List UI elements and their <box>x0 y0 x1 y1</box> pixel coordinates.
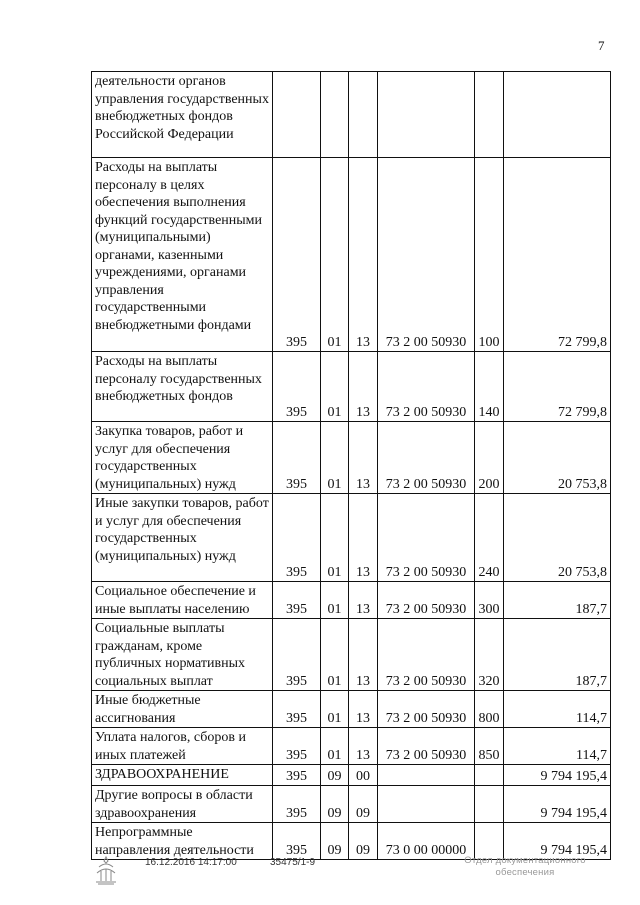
row-name: ЗДРАВООХРАНЕНИЕ <box>92 765 273 786</box>
table-row <box>92 728 611 765</box>
section-code: 01 <box>321 422 349 494</box>
section-code: 01 <box>321 691 349 728</box>
subsection-code: 09 <box>349 786 378 823</box>
subsection-code: 00 <box>349 765 378 786</box>
amount: 114,7 <box>504 691 611 728</box>
table-row <box>92 786 611 823</box>
expense-type-code: 320 <box>475 619 504 691</box>
subsection-code: 13 <box>349 691 378 728</box>
section-code: 01 <box>321 728 349 765</box>
amount <box>504 72 611 158</box>
subsection-code: 13 <box>349 422 378 494</box>
section-code: 09 <box>321 823 349 860</box>
print-datetime: 16.12.2016 14:17:00 <box>145 857 237 868</box>
section-code: 01 <box>321 158 349 352</box>
section-code: 01 <box>321 582 349 619</box>
target-article-code: 73 0 00 00000 <box>378 823 475 860</box>
table-row <box>92 158 611 352</box>
ved-code: 395 <box>273 786 321 823</box>
expense-type-code <box>475 765 504 786</box>
row-name: Расходы на выплаты персоналу в целях обеспечения выполнения функций государственными (муниципальными) органами, казенными учреждениями, органами управления государственными внебюджетными фондами <box>92 158 273 352</box>
row-name: Непрограммные направления деятельности <box>92 823 273 860</box>
section-code <box>321 72 349 158</box>
subsection-code <box>349 72 378 158</box>
expense-type-code <box>475 72 504 158</box>
row-name: Другие вопросы в области здравоохранения <box>92 786 273 823</box>
expense-type-code: 240 <box>475 494 504 582</box>
target-article-code: 73 2 00 50930 <box>378 494 475 582</box>
row-name: Иные бюджетные ассигнования <box>92 691 273 728</box>
amount: 187,7 <box>504 619 611 691</box>
expense-type-code: 200 <box>475 422 504 494</box>
row-name: деятельности органов управления государственных внебюджетных фондов Российской Федерации <box>92 72 273 158</box>
target-article-code <box>378 765 475 786</box>
page-footer <box>0 855 640 895</box>
table-row <box>92 72 611 158</box>
expense-type-code <box>475 823 504 860</box>
expense-type-code: 800 <box>475 691 504 728</box>
subsection-code: 13 <box>349 352 378 422</box>
amount: 114,7 <box>504 728 611 765</box>
amount: 187,7 <box>504 582 611 619</box>
row-name: Социальные выплаты гражданам, кроме публичных нормативных социальных выплат <box>92 619 273 691</box>
target-article-code <box>378 786 475 823</box>
department-stamp <box>445 855 605 879</box>
expense-type-code <box>475 786 504 823</box>
row-name: Иные закупки товаров, работ и услуг для обеспечения государственных (муниципальных) нужд <box>92 494 273 582</box>
table-row <box>92 494 611 582</box>
target-article-code: 73 2 00 50930 <box>378 582 475 619</box>
subsection-code: 13 <box>349 728 378 765</box>
amount: 9 794 195,4 <box>504 786 611 823</box>
section-code: 01 <box>321 352 349 422</box>
table-row <box>92 823 611 860</box>
table-row <box>92 765 611 786</box>
ved-code: 395 <box>273 823 321 860</box>
table-row <box>92 422 611 494</box>
row-name: Закупка товаров, работ и услуг для обеспечения государственных (муниципальных) нужд <box>92 422 273 494</box>
page-number: 7 <box>598 38 605 53</box>
amount: 72 799,8 <box>504 352 611 422</box>
ved-code: 395 <box>273 691 321 728</box>
amount: 72 799,8 <box>504 158 611 352</box>
target-article-code: 73 2 00 50930 <box>378 158 475 352</box>
subsection-code: 09 <box>349 823 378 860</box>
target-article-code: 73 2 00 50930 <box>378 422 475 494</box>
ved-code <box>273 72 321 158</box>
ved-code: 395 <box>273 422 321 494</box>
expense-type-code: 850 <box>475 728 504 765</box>
ved-code: 395 <box>273 619 321 691</box>
table-row <box>92 352 611 422</box>
document-number: 35475/1-9 <box>270 857 316 868</box>
row-name: Социальное обеспечение и иные выплаты населению <box>92 582 273 619</box>
subsection-code: 13 <box>349 494 378 582</box>
expense-type-code: 300 <box>475 582 504 619</box>
emblem-icon <box>93 855 119 885</box>
budget-table <box>91 71 611 860</box>
ved-code: 395 <box>273 582 321 619</box>
section-code: 01 <box>321 494 349 582</box>
subsection-code: 13 <box>349 158 378 352</box>
amount: 20 753,8 <box>504 494 611 582</box>
table-row <box>92 619 611 691</box>
subsection-code: 13 <box>349 619 378 691</box>
target-article-code: 73 2 00 50930 <box>378 619 475 691</box>
target-article-code: 73 2 00 50930 <box>378 728 475 765</box>
subsection-code: 13 <box>349 582 378 619</box>
section-code: 09 <box>321 765 349 786</box>
row-name: Уплата налогов, сборов и иных платежей <box>92 728 273 765</box>
expense-type-code: 140 <box>475 352 504 422</box>
ved-code: 395 <box>273 494 321 582</box>
section-code: 01 <box>321 619 349 691</box>
ved-code: 395 <box>273 352 321 422</box>
ved-code: 395 <box>273 765 321 786</box>
amount: 20 753,8 <box>504 422 611 494</box>
stamp-line: Отдел документационного <box>464 855 586 866</box>
section-code: 09 <box>321 786 349 823</box>
row-name: Расходы на выплаты персоналу государственных внебюджетных фондов <box>92 352 273 422</box>
target-article-code <box>378 72 475 158</box>
table-row <box>92 691 611 728</box>
target-article-code: 73 2 00 50930 <box>378 691 475 728</box>
target-article-code: 73 2 00 50930 <box>378 352 475 422</box>
stamp-line: обеспечения <box>495 867 555 878</box>
amount: 9 794 195,4 <box>504 823 611 860</box>
expense-type-code: 100 <box>475 158 504 352</box>
amount: 9 794 195,4 <box>504 765 611 786</box>
table-row <box>92 582 611 619</box>
ved-code: 395 <box>273 158 321 352</box>
ved-code: 395 <box>273 728 321 765</box>
